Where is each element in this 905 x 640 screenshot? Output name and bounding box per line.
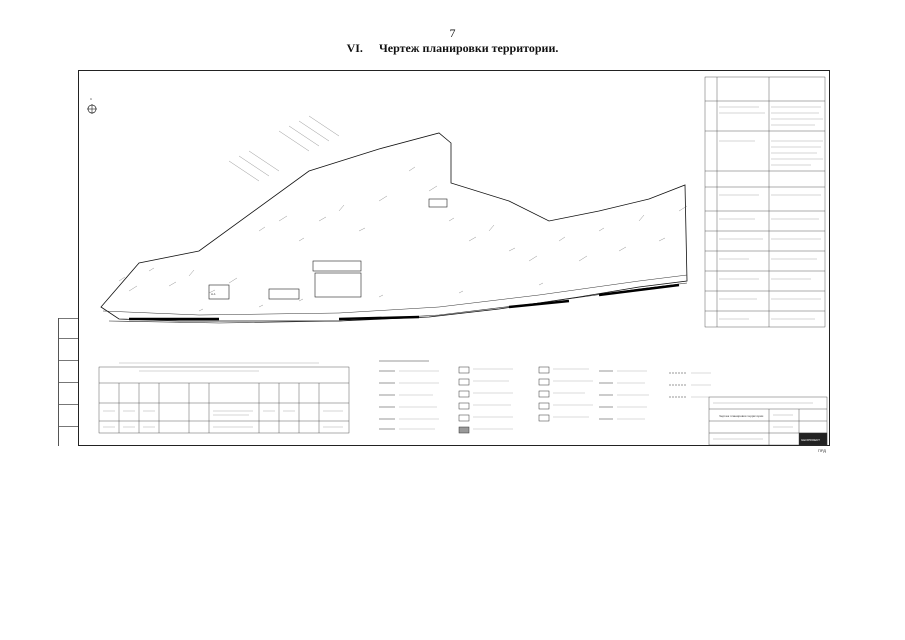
section-title: Чертеж планировки территории. xyxy=(378,41,559,55)
svg-text:С: С xyxy=(90,97,93,101)
red-line-segment xyxy=(509,301,569,307)
company-logo: GEOPROEKT xyxy=(801,438,821,442)
territory-planning-drawing xyxy=(79,71,831,447)
north-arrow-icon xyxy=(87,97,97,114)
section-numeral: VI. xyxy=(346,41,363,55)
title-block-drawing-name: Чертеж планировки территории xyxy=(719,414,764,418)
legend xyxy=(379,361,687,433)
legend-text xyxy=(399,369,711,429)
specification-table-text xyxy=(719,107,823,319)
page-number: 7 xyxy=(449,26,456,40)
binding-margin-stamp xyxy=(58,318,79,446)
red-line-segment xyxy=(599,285,679,295)
page-title xyxy=(0,41,905,56)
terrain-texture xyxy=(119,116,687,311)
red-line-segment xyxy=(339,317,419,319)
parcels-table xyxy=(99,367,349,433)
drawing-sheet xyxy=(78,70,830,446)
buildings xyxy=(209,199,447,299)
territory-boundary xyxy=(101,133,687,321)
zone-label: A-1 xyxy=(211,292,216,296)
sheet-code: ПРД xyxy=(818,448,826,453)
specification-table xyxy=(705,77,825,327)
